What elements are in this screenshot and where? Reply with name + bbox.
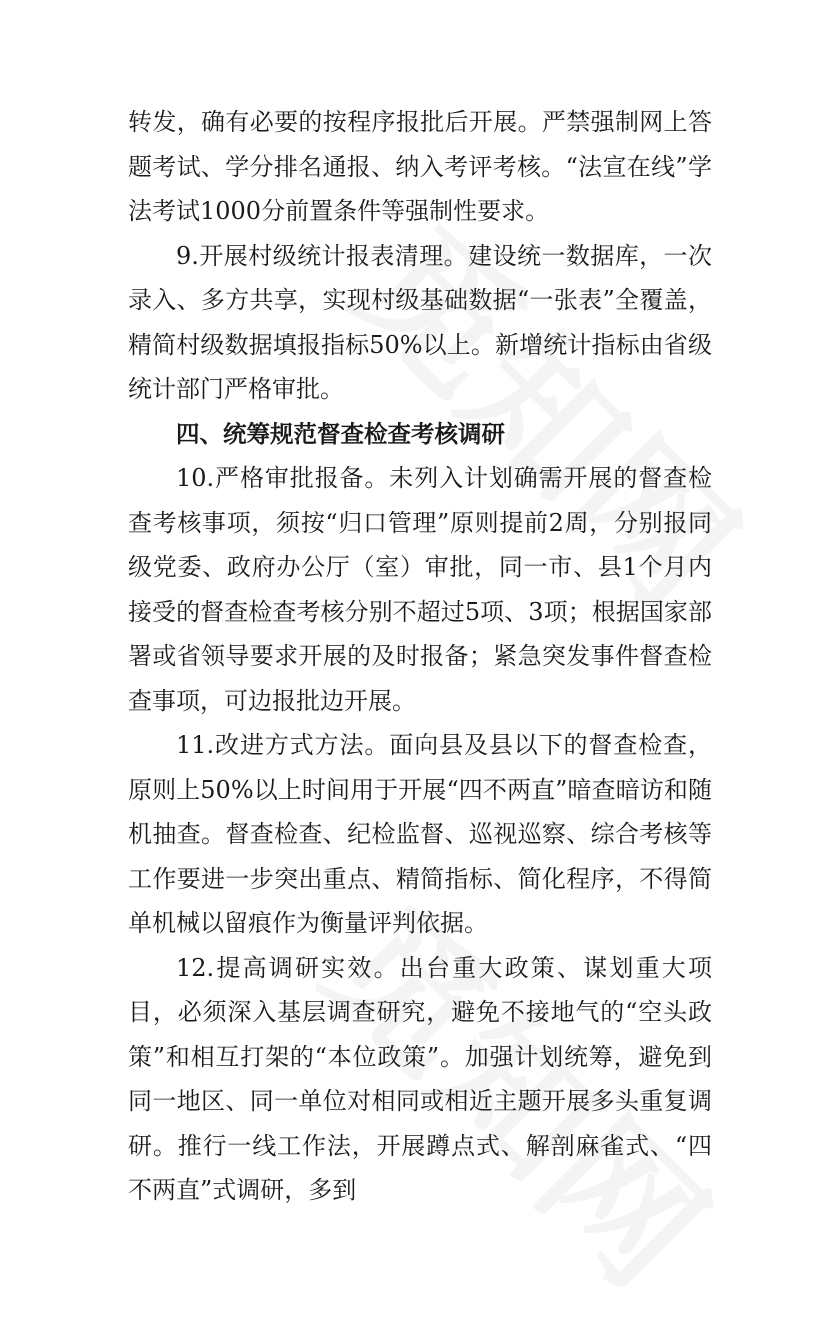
paragraph-item-11: 11.改进方式方法。面向县及县以下的督查检查，原则上50%以上时间用于开展“四不两直”暗查暗访和随机抽查。督查检查、纪检监督、巡视巡察、综合考核等工作要进一步突出重点、精简指标、简化程序，不得简单机械以留痕作为衡量评判依据。 <box>128 731 712 937</box>
paragraph-item-9: 9.开展村级统计报表清理。建设统一数据库，一次录入、多方共享，实现村级基础数据“一张表”全覆盖，精简村级数据填报指标50%以上。新增统计指标由省级统计部门严格审批。 <box>128 241 712 403</box>
section-heading: 四、统筹规范督查检查考核调研 <box>176 419 505 448</box>
paragraph-continuation: 转发，确有必要的按程序报批后开展。严禁强制网上答题考试、学分排名通报、纳入考评考核。“法宣在线”学法考试1000分前置条件等强制性要求。 <box>128 108 712 225</box>
document-body <box>128 100 712 1213</box>
paragraph-item-12: 12.提高调研实效。出台重大政策、谋划重大项目，必须深入基层调查研究，避免不接地气的“空头政策”和相互打架的“本位政策”。加强计划统筹，避免到同一地区、同一单位对相同或相近主题开展多头重复调研。推行一线工作法，开展蹲点式、解剖麻雀式、“四不两直”式调研，多到 <box>128 953 712 1204</box>
paragraph-item-10: 10.严格审批报备。未列入计划确需开展的督查检查考核事项，须按“归口管理”原则提前2周，分别报同级党委、政府办公厅（室）审批，同一市、县1个月内接受的督查检查考核分别不超过5项、3项；根据国家部署或省领导要求开展的及时报备；紧急突发事件督查检查事项，可边报批边开展。 <box>128 464 712 715</box>
